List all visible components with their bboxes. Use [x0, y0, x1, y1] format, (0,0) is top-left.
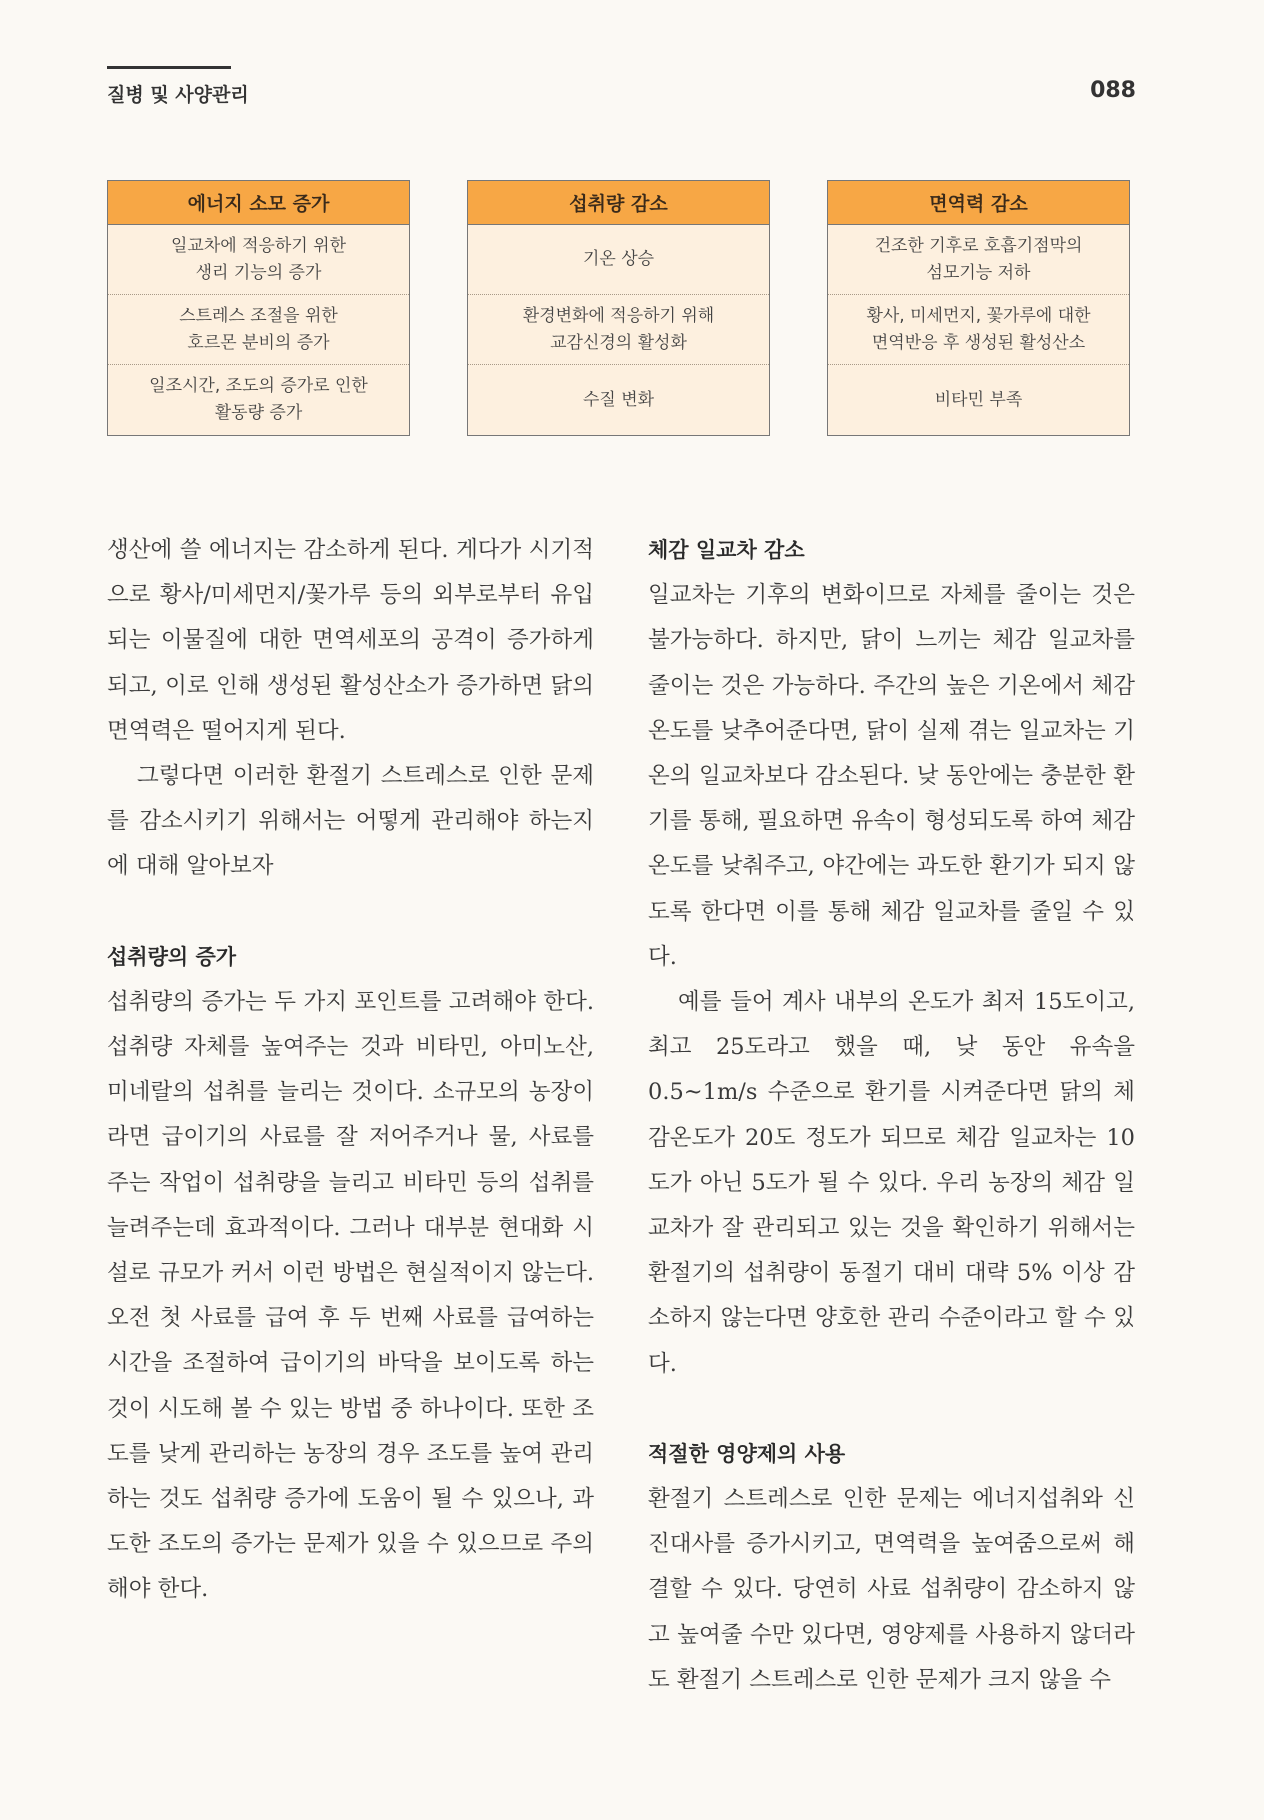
box-title: 에너지 소모 증가 [108, 181, 409, 225]
right-column [648, 528, 1135, 1703]
body-paragraph: 생산에 쓸 에너지는 감소하게 된다. 게다가 시기적으로 황사/미세먼지/꽃가루 등의 외부로부터 유입되는 이물질에 대한 면역세포의 공격이 증가하게 되고, 이로 인해 생성된 활성산소가 증가하면 닭의 면역력은 떨어지게 된다. [107, 537, 594, 744]
box-energy-consumption [107, 180, 410, 436]
box-intake-decrease [467, 180, 770, 436]
box-item: 황사, 미세먼지, 꽃가루에 대한 면역반응 후 생성된 활성산소 [828, 295, 1129, 365]
box-item: 환경변화에 적응하기 위해 교감신경의 활성화 [468, 295, 769, 365]
box-title: 섭취량 감소 [468, 181, 769, 225]
box-item: 일조시간, 조도의 증가로 인한 활동량 증가 [149, 376, 368, 423]
body-paragraph: 환절기 스트레스로 인한 문제는 에너지섭취와 신진대사를 증가시키고, 면역력을 높여줌으로써 해결할 수 있다. 당연히 사료 섭취량이 감소하지 않고 높여줄 수만 있다면, 영양제를 사용하지 않더라도 환절기 스트레스로 인한 문제가 크지 않을 수 [648, 1486, 1135, 1693]
left-column [107, 528, 594, 1613]
section-title: 질병 및 사양관리 [107, 84, 249, 106]
page-number: 088 [1090, 78, 1136, 103]
subheading: 적절한 영양제의 사용 [648, 1441, 846, 1466]
box-item: 비타민 부족 [934, 389, 1023, 410]
box-item: 수질 변화 [582, 389, 655, 410]
box-item: 일교차에 적응하기 위한 생리 기능의 증가 [108, 225, 409, 295]
box-immunity-decrease [827, 180, 1130, 436]
box-title: 면역력 감소 [828, 181, 1129, 225]
header-rule [107, 66, 231, 69]
box-item: 스트레스 조절을 위한 호르몬 분비의 증가 [108, 295, 409, 365]
box-item: 기온 상승 [468, 225, 769, 295]
body-paragraph: 예를 들어 계사 내부의 온도가 최저 15도이고, 최고 25도라고 했을 때, 낮 동안 유속을 0.5~1m/s 수준으로 환기를 시켜준다면 닭의 체감온도가 20도 정도가 되므로 체감 일교차는 10도가 아닌 5도가 될 수 있다. 우리 농장의 체감 일교차가 잘 관리되고 있는 것을 확인하기 위해서는 환절기의 섭취량이 동절기 대비 대략 5% 이상 감소하지 않는다면 양호한 관리 수준이라고 할 수 있다. [648, 989, 1135, 1377]
body-paragraph: 일교차는 기후의 변화이므로 자체를 줄이는 것은 불가능하다. 하지만, 닭이 느끼는 체감 일교차를 줄이는 것은 가능하다. 주간의 높은 기온에서 체감온도를 낮추어준다면, 닭이 실제 겪는 일교차는 기온의 일교차보다 감소된다. 낮 동안에는 충분한 환기를 통해, 필요하면 유속이 형성되도록 하여 체감온도를 낮춰주고, 야간에는 과도한 환기가 되지 않도록 한다면 이를 통해 체감 일교차를 줄일 수 있다. [648, 582, 1135, 970]
body-paragraph: 그렇다면 이러한 환절기 스트레스로 인한 문제를 감소시키기 위해서는 어떻게 관리해야 하는지에 대해 알아보자 [107, 763, 594, 880]
subheading: 섭취량의 증가 [107, 944, 237, 969]
subheading: 체감 일교차 감소 [648, 538, 805, 562]
body-paragraph: 섭취량의 증가는 두 가지 포인트를 고려해야 한다. 섭취량 자체를 높여주는 것과 비타민, 아미노산, 미네랄의 섭취를 늘리는 것이다. 소규모의 농장이라면 급이기의 사료를 잘 저어주거나 물, 사료를 주는 작업이 섭취량을 늘리고 비타민 등의 섭취를 늘려주는데 효과적이다. 그러나 대부분 현대화 시설로 규모가 커서 이런 방법은 현실적이지 않는다. 오전 첫 사료를 급여 후 두 번째 사료를 급여하는 시간을 조절하여 급이기의 바닥을 보이도록 하는 것이 시도해 볼 수 있는 방법 중 하나이다. 또한 조도를 낮게 관리하는 농장의 경우 조도를 높여 관리하는 것도 섭취량 증가에 도움이 될 수 있으나, 과도한 조도의 증가는 문제가 있을 수 있으므로 주의해야 한다. [107, 988, 594, 1603]
box-item: 건조한 기후로 호흡기점막의 섬모기능 저하 [828, 225, 1129, 295]
